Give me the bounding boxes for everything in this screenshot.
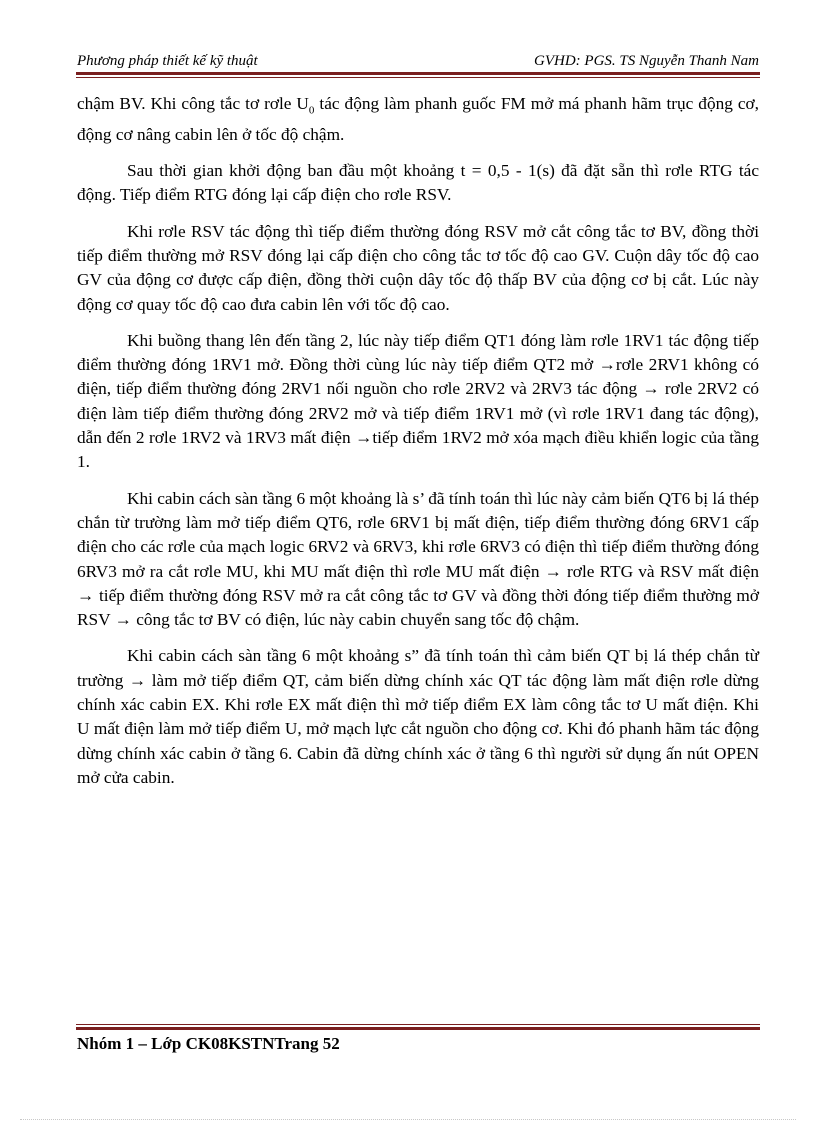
header-supervisor: GVHD: PGS. TS Nguyễn Thanh Nam <box>534 53 759 69</box>
paragraph-6: Khi cabin cách sàn tầng 6 một khoảng s” đã tính toán thì cảm biến QT bị lá thép chắn từ trường → làm mở tiếp điểm QT, cảm biến dừng chính xác QT tác động làm mất điện rơle dừng chính xác cabin EX. Khi rơle EX mất điện thì mở tiếp điểm EX làm công tắc tơ U mất điện. Khi U mất điện làm mở tiếp điểm U, mở mạch lực cắt nguồn cho động cơ. Khi đó phanh hãm tác động dừng chính xác cabin ở tầng 6. Cabin đã dừng chính xác ở tầng 6 thì người sử dụng ấn nút OPEN mở cửa cabin. <box>77 646 759 787</box>
paragraph-1 <box>77 92 759 147</box>
body-text <box>77 92 759 802</box>
paragraph-4: Khi buồng thang lên đến tầng 2, lúc này tiếp điểm QT1 đóng làm rơle 1RV1 tác động tiếp điểm thường đóng 1RV1 mở. Đồng thời cùng lúc này tiếp điểm QT2 mở →rơle 2RV1 không có điện, tiếp điểm thường đóng 2RV1 nối nguồn cho rơle 2RV2 và 2RV3 tác động → rơle 2RV2 có điện làm tiếp điểm thường đóng 2RV2 mở và tiếp điểm 1RV1 mở (vì rơle 1RV1 đang tác động), dẫn đến 2 rơle 1RV2 và 1RV3 mất điện →tiếp điểm 1RV2 mở xóa mạch điều khiển logic của tầng 1. <box>77 330 759 472</box>
paragraph-5: Khi cabin cách sàn tầng 6 một khoảng là s’ đã tính toán thì lúc này cảm biến QT6 bị lá thép chắn từ trường làm mở tiếp điểm QT6, rơle 6RV1 bị mất điện, tiếp điểm thường đóng 6RV1 cấp điện cho các rơle của mạch logic 6RV2 và 6RV3, khi rơle 6RV3 có điện thì tiếp điểm thường đóng 6RV3 mở ra cắt rơle MU, khi MU mất điện thì rơle MU mất điện → rơle RTG và RSV mất điện → tiếp điểm thường đóng RSV mở ra cắt công tắc tơ GV và đồng thời đóng tiếp điểm thường mở RSV → công tắc tơ BV có điện, lúc này cabin chuyển sang tốc độ chậm. <box>77 488 759 630</box>
paragraph-2: Sau thời gian khởi động ban đầu một khoảng t = 0,5 - 1(s) đã đặt sẵn thì rơle RTG tác động. Tiếp điểm RTG đóng lại cấp điện cho rơle RSV. <box>77 161 759 205</box>
page-footer: Nhóm 1 – Lớp CK08KSTNTrang 52 <box>77 1034 340 1053</box>
header-rule <box>76 72 760 75</box>
footer-rule-thin <box>76 1024 760 1025</box>
page-header <box>77 48 759 70</box>
header-title: Phương pháp thiết kế kỹ thuật <box>77 53 258 69</box>
subscript-zero: 0 <box>308 104 315 117</box>
paragraph-1-end: tác động làm phanh guốc FM mở má phanh hãm trục động cơ, động cơ nâng cabin lên ở tốc độ chậm. <box>77 94 759 144</box>
footer-rule <box>76 1027 760 1030</box>
paragraph-1-start: chậm BV. Khi công tắc tơ rơle U <box>77 94 309 113</box>
page-boundary-dots <box>20 1119 796 1120</box>
paragraph-3: Khi rơle RSV tác động thì tiếp điểm thường đóng RSV mở cắt công tắc tơ BV, đồng thời tiếp điểm thường mở RSV đóng lại cấp điện cho công tắc tơ tốc độ cao GV. Cuộn dây tốc độ cao GV của động cơ được cấp điện, đồng thời cuộn dây tốc độ thấp BV của động cơ bị cắt. Lúc này động cơ quay tốc độ cao đưa cabin lên với tốc độ cao. <box>77 221 759 314</box>
header-rule-thin <box>76 77 760 78</box>
